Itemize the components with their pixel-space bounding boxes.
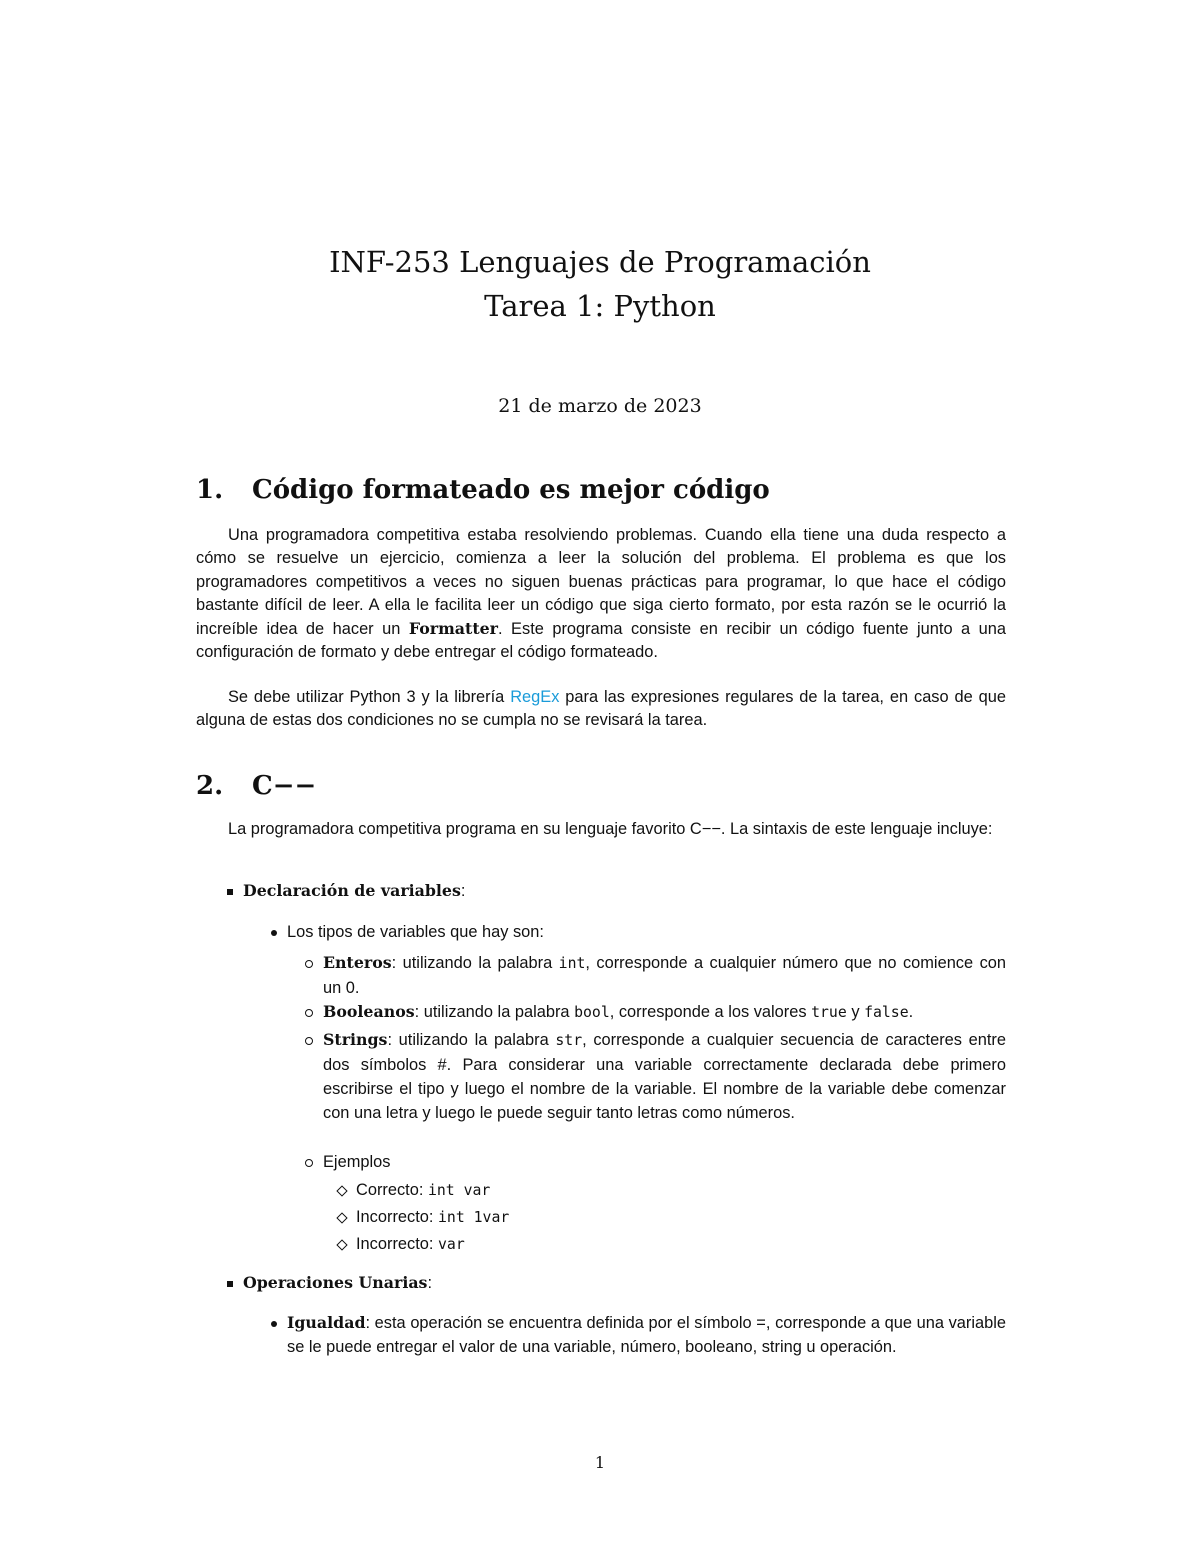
page-number: 1 — [594, 1453, 606, 1472]
list-item-enteros: Enteros: utilizando la palabra int, corresponde a cualquier número que no comience con un 0. — [323, 951, 1006, 1000]
document-subtitle: Tarea 1: Python — [484, 289, 716, 323]
circle-bullet-icon — [305, 1009, 313, 1017]
circle-bullet-icon — [305, 960, 313, 968]
square-bullet-icon — [227, 1281, 233, 1287]
list-item-ejemplos: Ejemplos — [323, 1150, 1006, 1174]
section-1-paragraph-1: Una programadora competitiva estaba resolviendo problemas. Cuando ella tiene una duda respecto a cómo se resuelve un ejercicio, comienza a leer la solución del problema. El problema es que los programadores competitivos a veces no siguen buenas prácticas para programar, lo que hace el código bastante difícil de leer. A ella le facilita leer un código que siga cierto formato, por esta razón se le ocurrió la increíble idea de hacer un Formatter. Este programa consiste en recibir un código fuente junto a una configuración de formato y debe entregar el código formateado. — [196, 526, 1007, 662]
diamond-bullet-icon — [336, 1185, 347, 1196]
regex-link[interactable]: RegEx — [510, 688, 560, 706]
list-item-tipos: Los tipos de variables que hay son: — [287, 920, 1003, 944]
diamond-bullet-icon — [336, 1239, 347, 1250]
diamond-bullet-icon — [336, 1212, 347, 1223]
list-item-strings: Strings: utilizando la palabra str, corresponde a cualquier secuencia de caracteres entre dos símbolos #. Para considerar una variable correctamente declarada debe primero escribirse el tipo y luego el nombre de la variable. El nombre de la variable debe comenzar con una letra y luego le puede seguir tanto letras como números. — [323, 1028, 1006, 1125]
section-2-heading — [196, 768, 1006, 804]
section-1-title: Código formateado es mejor código — [252, 475, 770, 505]
circle-bullet-icon — [305, 1037, 313, 1045]
section-2-intro: La programadora competitiva programa en su lenguaje favorito C−−. La sintaxis de este lenguaje incluye: — [228, 820, 993, 838]
square-bullet-icon — [227, 889, 233, 895]
list-item-declaracion: Declaración de variables: — [243, 879, 1003, 903]
title-block — [0, 240, 1200, 328]
document-title: INF-253 Lenguajes de Programación — [329, 245, 871, 279]
dot-bullet-icon — [271, 1321, 277, 1327]
document-date: 21 de marzo de 2023 — [498, 395, 702, 417]
section-1-paragraph-2: Se debe utilizar Python 3 y la librería RegEx para las expresiones regulares de la tarea, en caso de que alguna de estas dos condiciones no se cumpla no se revisará la tarea. — [196, 688, 1006, 730]
example-correcto: Correcto: int var — [356, 1178, 996, 1203]
list-item-igualdad: Igualdad: esta operación se encuentra definida por el símbolo =, corresponde a que una variable se le puede entregar el valor de una variable, número, booleano, string u operación. — [287, 1311, 1006, 1359]
dot-bullet-icon — [271, 930, 277, 936]
section-2-number: 2. — [196, 771, 224, 801]
example-incorrecto-2: Incorrecto: var — [356, 1232, 996, 1257]
section-1-number: 1. — [196, 475, 224, 505]
list-item-operaciones-unarias: Operaciones Unarias: — [243, 1271, 1003, 1295]
example-incorrecto-1: Incorrecto: int 1var — [356, 1205, 996, 1230]
formatter-term: Formatter — [408, 619, 499, 639]
section-2-title: C−− — [252, 771, 317, 801]
circle-bullet-icon — [305, 1159, 313, 1167]
section-1-heading — [196, 472, 1006, 508]
list-item-booleanos: Booleanos: utilizando la palabra bool, corresponde a los valores true y false. — [323, 1000, 1006, 1025]
